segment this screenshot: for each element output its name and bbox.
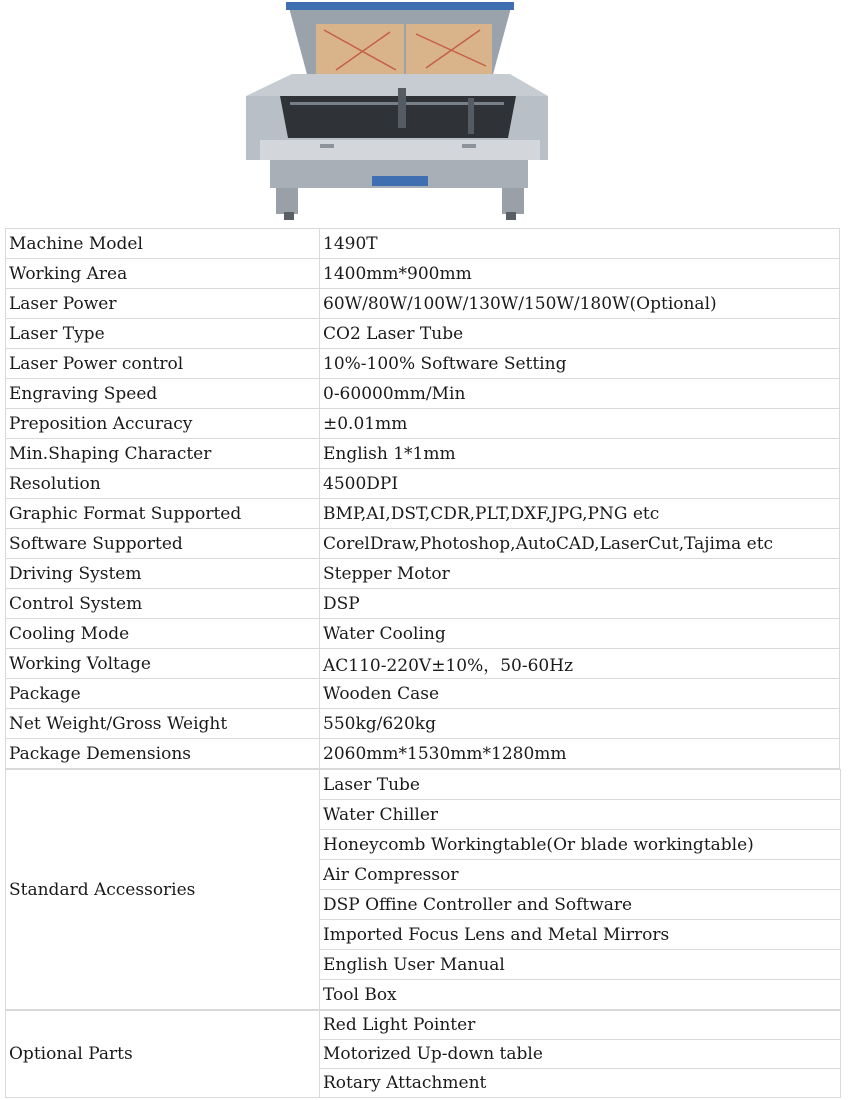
spec-label: Package Demensions [6,739,320,769]
spec-row [6,319,840,349]
spec-label: Laser Power [6,289,320,319]
spec-label: Net Weight/Gross Weight [6,709,320,739]
spec-row [6,349,840,379]
optional-part-item: Rotary Attachment [320,1069,841,1098]
spec-row [6,559,840,589]
spec-row [6,259,840,289]
spec-value: CorelDraw,Photoshop,AutoCAD,LaserCut,Tajima etc [320,529,840,559]
spec-value: 1490T [320,229,840,259]
spec-row [6,439,840,469]
spec-label: Engraving Speed [6,379,320,409]
spec-value: 550kg/620kg [320,709,840,739]
spec-label: Min.Shaping Character [6,439,320,469]
accessory-item: Honeycomb Workingtable(Or blade workingtable) [320,830,841,860]
spec-row [6,649,840,679]
spec-table [5,228,840,769]
accessory-item: Tool Box [320,980,841,1010]
spec-row [6,709,840,739]
spec-label: Machine Model [6,229,320,259]
spec-label: Preposition Accuracy [6,409,320,439]
spec-row [6,469,840,499]
machine-photo [240,0,560,224]
accessory-item: Laser Tube [320,770,841,800]
spec-label: Working Voltage [6,649,320,679]
spec-row [6,409,840,439]
accessory-item-row [6,770,841,800]
spec-row [6,229,840,259]
spec-label: Driving System [6,559,320,589]
spec-value: 60W/80W/100W/130W/150W/180W(Optional) [320,289,840,319]
spec-label: Laser Type [6,319,320,349]
accessory-item: English User Manual [320,950,841,980]
spec-row [6,619,840,649]
accessory-item: DSP Offine Controller and Software [320,890,841,920]
spec-row [6,379,840,409]
spec-value: 4500DPI [320,469,840,499]
optional-part-item-row [6,1011,841,1040]
optional-parts-label: Optional Parts [6,1011,320,1098]
spec-value: DSP [320,589,840,619]
optional-part-item: Red Light Pointer [320,1011,841,1040]
spec-row [6,289,840,319]
spec-value: AC110-220V±10%，50-60Hz [320,649,840,679]
spec-value: CO2 Laser Tube [320,319,840,349]
accessory-item: Imported Focus Lens and Metal Mirrors [320,920,841,950]
spec-label: Resolution [6,469,320,499]
accessory-item: Air Compressor [320,860,841,890]
spec-value: Stepper Motor [320,559,840,589]
optional-parts-table [5,1010,841,1098]
spec-value: English 1*1mm [320,439,840,469]
spec-value: 2060mm*1530mm*1280mm [320,739,840,769]
spec-label: Software Supported [6,529,320,559]
spec-value: 10%-100% Software Setting [320,349,840,379]
spec-value: 0-60000mm/Min [320,379,840,409]
spec-label: Control System [6,589,320,619]
spec-label: Cooling Mode [6,619,320,649]
spec-value: BMP,AI,DST,CDR,PLT,DXF,JPG,PNG etc [320,499,840,529]
spec-label: Working Area [6,259,320,289]
standard-accessories-table [5,769,841,1010]
spec-value: 1400mm*900mm [320,259,840,289]
spec-row [6,679,840,709]
spec-value: Water Cooling [320,619,840,649]
spec-value: ±0.01mm [320,409,840,439]
spec-row [6,739,840,769]
spec-row [6,499,840,529]
spec-label: Package [6,679,320,709]
optional-part-item: Motorized Up-down table [320,1040,841,1069]
spec-label: Laser Power control [6,349,320,379]
spec-label: Graphic Format Supported [6,499,320,529]
standard-accessories-label: Standard Accessories [6,770,320,1010]
spec-row [6,529,840,559]
spec-row [6,589,840,619]
accessory-item: Water Chiller [320,800,841,830]
spec-value: Wooden Case [320,679,840,709]
